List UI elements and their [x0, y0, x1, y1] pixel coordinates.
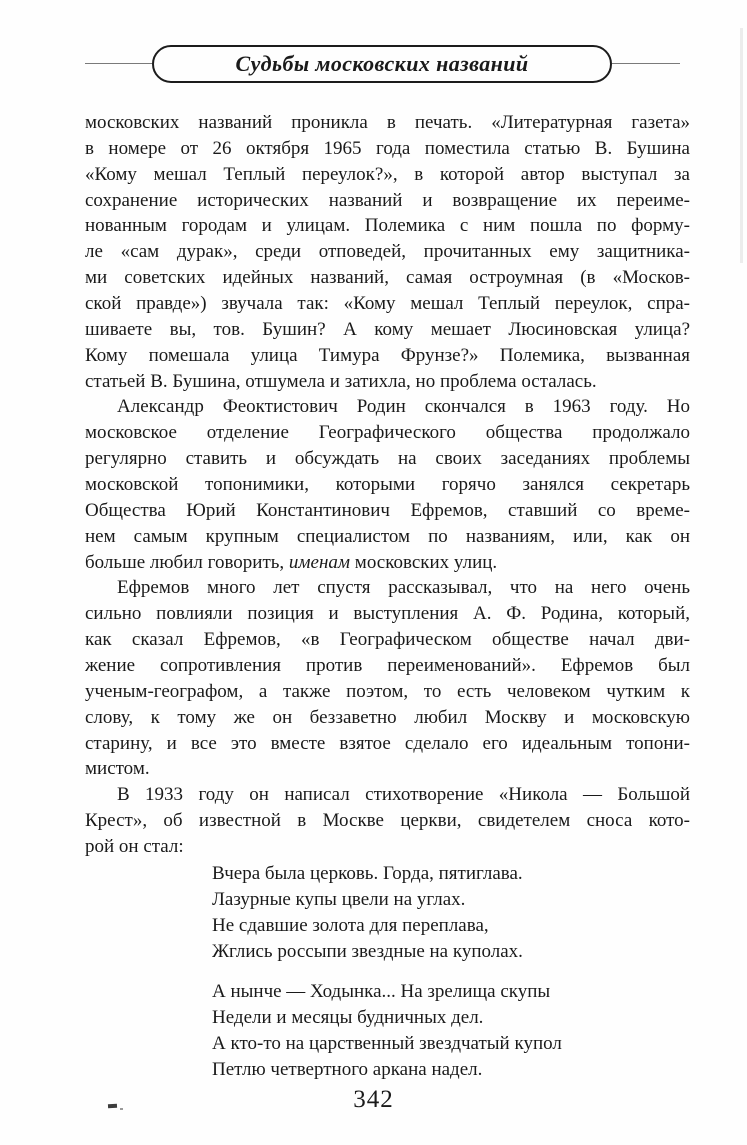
- text-line: в номере от 26 октября 1965 года поместила статью В. Бушина: [85, 137, 690, 159]
- poem-line: Петлю четвертного аркана надел.: [212, 1059, 483, 1080]
- poem-line: Не сдавшие золота для переплава,: [212, 915, 489, 936]
- text-line: «Кому мешал Теплый переулок?», в которой автор выступал за: [85, 163, 690, 185]
- text-line: слову, к тому же он беззаветно любил Москву и московскую: [85, 706, 690, 728]
- text-line: жение сопротивления против переименований». Ефремов был: [85, 655, 690, 677]
- text-line: Общества Юрий Константинович Ефремов, ставший со време-: [85, 499, 690, 521]
- header-rule-left: [85, 63, 152, 64]
- paragraph: [85, 782, 690, 860]
- text-line: сильно повлияли позиция и выступления А. Ф. Родина, который,: [85, 603, 690, 625]
- poem-line: Лазурные купы цвели на углах.: [212, 889, 466, 910]
- text-line: Ефремов много лет спустя рассказывал, что на него очень: [117, 577, 690, 599]
- poem-line: А нынче — Ходынка... На зрелища скупы: [212, 981, 551, 1002]
- text-line: старину, и все это вместе взятое сделало его идеальным топони-: [85, 732, 690, 754]
- text-line: [85, 550, 690, 576]
- text-line: шиваете вы, тов. Бушин? А кому мешает Люсиновская улица?: [85, 318, 690, 340]
- header-pill: [152, 45, 612, 83]
- text-line: московское отделение Географического общества продолжало: [85, 422, 690, 444]
- text-line: статьей В. Бушина, отшумела и затихла, но проблема осталась.: [85, 370, 597, 392]
- text-line: рой он стал:: [85, 836, 184, 858]
- text-line: Александр Феоктистович Родин скончался в 1963 году. Но: [117, 396, 690, 418]
- text-line: мистом.: [85, 758, 150, 780]
- text-line: регулярно ставить и обсуждать на своих заседаниях проблемы: [85, 448, 690, 470]
- poem-line: Недели и месяцы будничных дел.: [212, 1007, 484, 1028]
- text-line: как сказал Ефремов, «в Географическом обществе начал дви-: [85, 629, 690, 651]
- text-line: ученым-географом, а также поэтом, то есть человеком чутким к: [85, 680, 690, 702]
- poem-block: [212, 861, 562, 1083]
- scan-speck: [120, 1108, 123, 1110]
- paragraph: [85, 394, 690, 575]
- poem-line: Вчера была церковь. Горда, пятиглава.: [212, 863, 523, 884]
- paragraph: [85, 575, 690, 782]
- paragraph: [85, 110, 690, 394]
- running-head-title: Судьбы московских названий: [235, 51, 529, 76]
- text-segment: больше любил говорить,: [85, 551, 289, 573]
- page-number: 342: [353, 1086, 394, 1113]
- body-text: [85, 110, 690, 860]
- scan-speck: [108, 1104, 117, 1108]
- text-line: В 1933 году он написал стихотворение «Никола — Большой: [117, 784, 690, 806]
- text-line: ле «сам дурак», среди отповедей, прочитанных ему защитника-: [85, 241, 690, 263]
- text-line: нем самым крупным специалистом по названиям, или, как он: [85, 525, 690, 547]
- header-rule-right: [612, 63, 680, 64]
- text-line: ми советских идейных названий, самая остроумная (в «Москов-: [85, 267, 690, 289]
- poem-stanza: [212, 861, 562, 965]
- scan-edge-artifact: [740, 28, 743, 263]
- text-line: московской топонимики, которыми горячо занялся секретарь: [85, 474, 690, 496]
- text-segment: московских улиц.: [350, 551, 498, 573]
- text-line: сохранение исторических названий и возвращение их переиме-: [85, 189, 690, 211]
- text-line: ской правде») звучала так: «Кому мешал Теплый переулок, спра-: [85, 293, 690, 315]
- text-line: Крест», об известной в Москве церкви, свидетелем сноса кото-: [85, 810, 690, 832]
- poem-line: А кто-то на царственный звездчатый купол: [212, 1033, 562, 1054]
- text-line: нованным городам и улицам. Полемика с ним пошла по форму-: [85, 215, 690, 237]
- italic-term: именам: [288, 551, 351, 573]
- text-line: Кому помешала улица Тимура Фрунзе?» Полемика, вызванная: [85, 344, 690, 366]
- poem-line: Жглись россыпи звездные на куполах.: [212, 941, 523, 962]
- text-line: московских названий проникла в печать. «Литературная газета»: [85, 112, 690, 133]
- poem-stanza: [212, 979, 562, 1083]
